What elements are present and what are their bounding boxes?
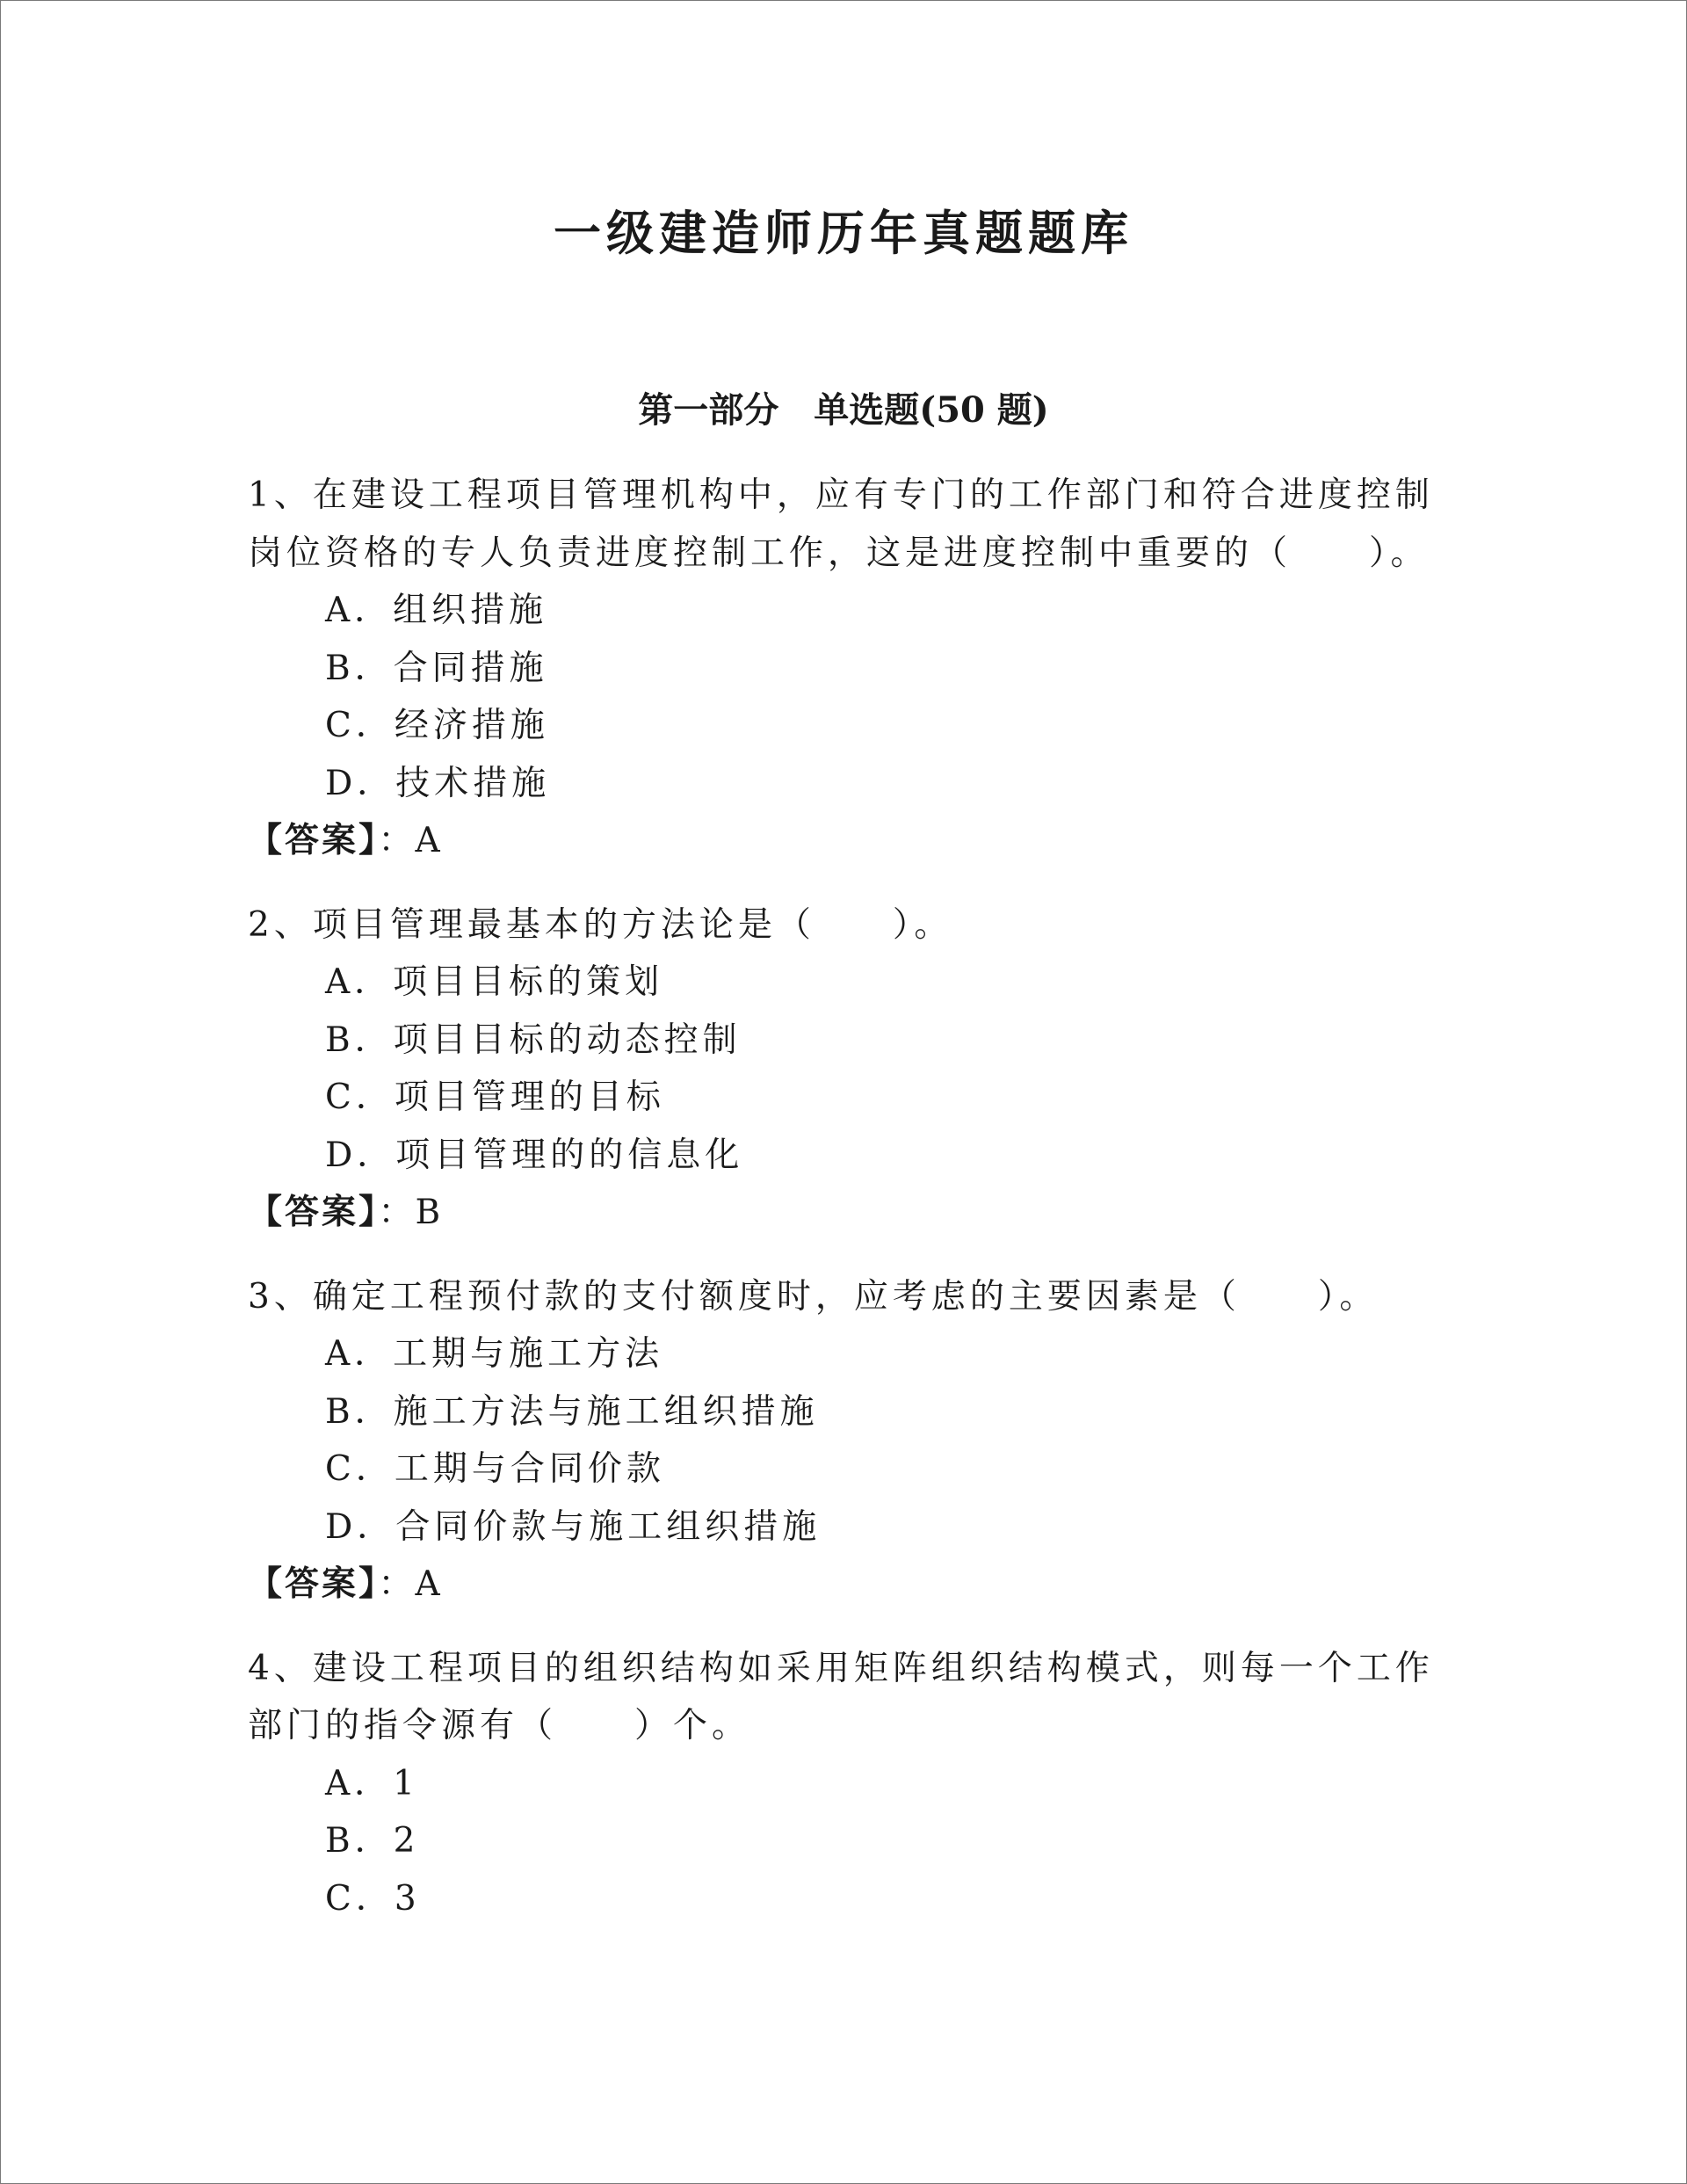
option-d: D．合同价款与施工组织措施 <box>325 1506 822 1547</box>
question-2 <box>248 896 1443 1242</box>
answer-label: 【答案】 <box>248 1192 379 1232</box>
option-a: A．1 <box>325 1763 419 1803</box>
answer-label: 【答案】 <box>248 1564 379 1604</box>
answer-line <box>248 812 1443 870</box>
answer-label: 【答案】 <box>248 820 379 860</box>
option-c: C．工期与合同价款 <box>325 1449 665 1489</box>
answer-value: B <box>415 1193 444 1232</box>
question-4 <box>248 1640 1443 1928</box>
answer-line <box>248 1556 1443 1614</box>
option-b: B．2 <box>325 1821 420 1861</box>
question-stem: 3、确定工程预付款的支付额度时，应考虑的主要因素是（ ）。 <box>248 1276 1379 1317</box>
answer-separator: ： <box>378 821 416 860</box>
option-a: A．组织措施 <box>325 591 548 630</box>
option-b: B．项目目标的动态控制 <box>325 1019 742 1060</box>
question-1 <box>248 467 1443 870</box>
question-list <box>248 467 1443 1954</box>
option-b: B．施工方法与施工组织措施 <box>325 1391 819 1432</box>
answer-value: A <box>415 1564 443 1604</box>
question-stem: 1、在建设工程项目管理机构中，应有专门的工作部门和符合进度控制岗位资格的专人负责进度控制工作，这是进度控制中重要的（ ）。 <box>248 475 1434 573</box>
answer-line <box>248 1184 1443 1242</box>
section-title: 第一部分 单选题(50 题) <box>638 389 1049 431</box>
option-b: B．合同措施 <box>325 648 548 688</box>
document-title: 一级建造师历年真题题库 <box>554 205 1133 261</box>
option-c: C．项目管理的目标 <box>325 1077 665 1117</box>
option-a: A．工期与施工方法 <box>325 1334 664 1374</box>
option-d: D．技术措施 <box>325 763 551 803</box>
question-3 <box>248 1268 1443 1614</box>
option-c: C．经济措施 <box>325 706 549 745</box>
question-stem: 4、建设工程项目的组织结构如采用矩阵组织结构模式，则每一个工作部门的指令源有（ ）个。 <box>248 1648 1434 1745</box>
option-c: C．3 <box>325 1878 421 1919</box>
answer-separator: ： <box>378 1193 416 1232</box>
answer-separator: ： <box>378 1564 416 1604</box>
option-a: A．项目目标的策划 <box>325 962 664 1002</box>
question-stem: 2、项目管理最基本的方法论是（ ）。 <box>248 904 953 945</box>
option-d: D．项目管理的的信息化 <box>325 1135 744 1175</box>
answer-value: A <box>415 821 443 860</box>
